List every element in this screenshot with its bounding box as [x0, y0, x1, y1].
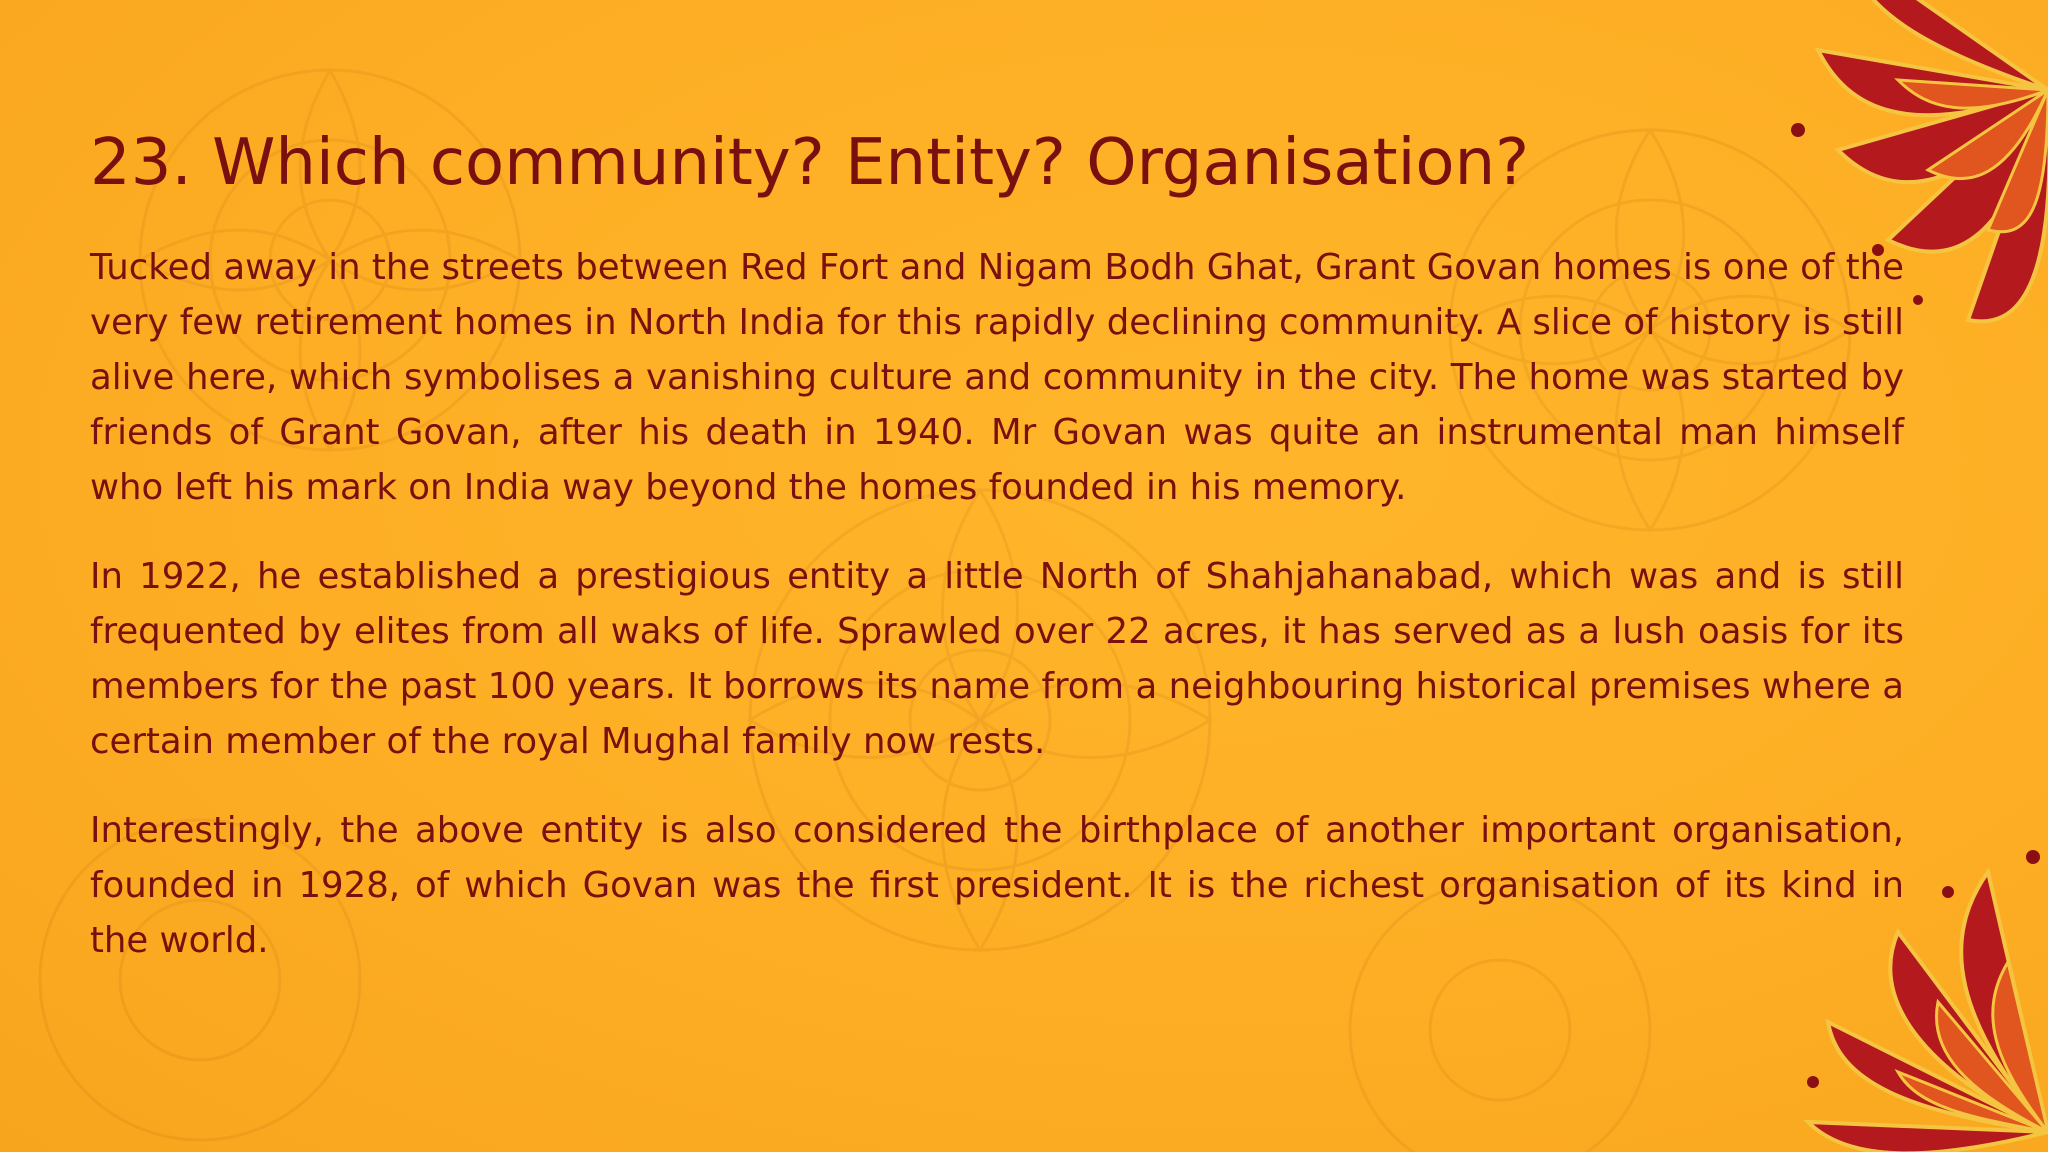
paragraph: Tucked away in the streets between Red Fort and Nigam Bodh Ghat, Grant Govan homes is one of the very few retirement homes in North India for this rapidly declining community. A slice of history is still alive here, which symbolises a vanishing culture and community in the city. The home was started by friends of Grant Govan, after his death in 1940. Mr Govan was quite an instrumental man himself who left his mark on India way beyond the homes founded in his memory. — [90, 247, 1904, 508]
paragraph: In 1922, he established a prestigious entity a little North of Shahjahanabad, which was and is still frequented by elites from all waks of life. Sprawled over 22 acres, it has served as a lush oasis for its members for the past 100 years. It borrows its name from a neighbouring historical premises where a certain member of the royal Mughal family now rests. — [90, 556, 1904, 762]
slide-body — [90, 240, 1904, 1002]
slide-title: 23. Which community? Entity? Organisation? — [90, 126, 1530, 200]
paragraph: Interestingly, the above entity is also considered the birthplace of another important organisation, founded in 1928, of which Govan was the first president. It is the richest organisation of its kind in the world. — [90, 810, 1904, 961]
